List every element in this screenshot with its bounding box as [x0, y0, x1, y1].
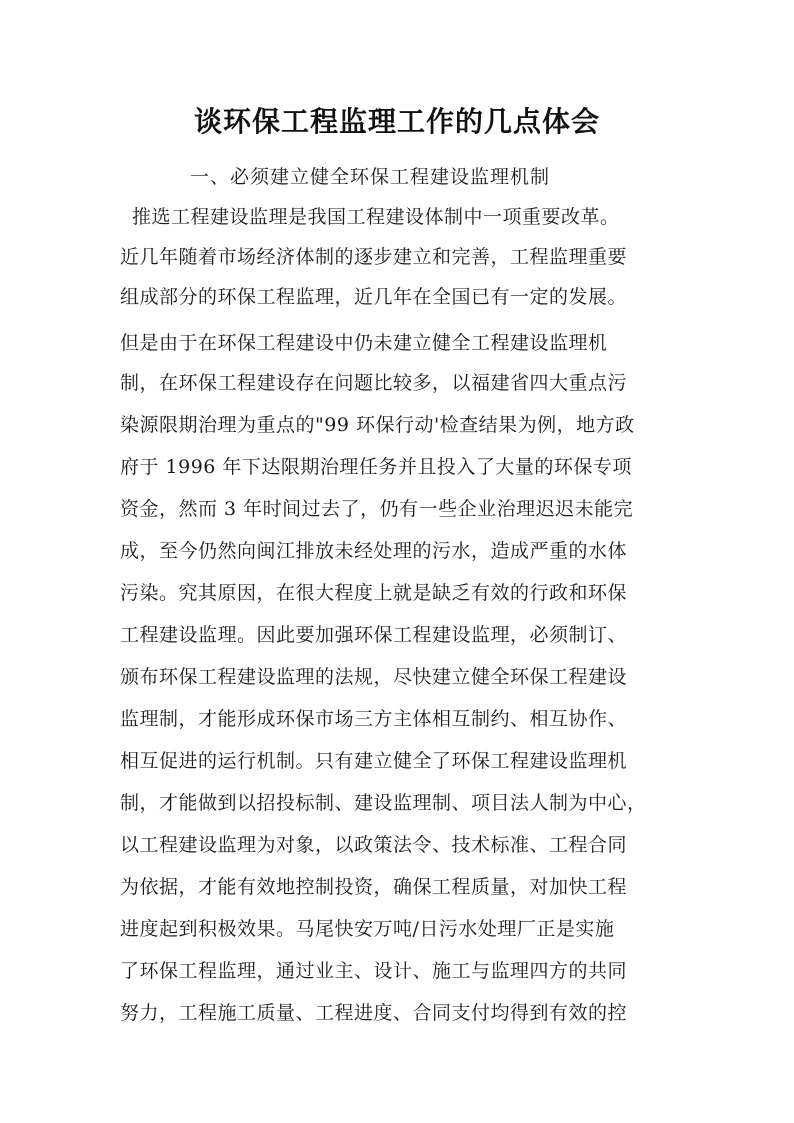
paragraph-line: 府于 1996 年下达限期治理任务并且投入了大量的环保专项 — [120, 456, 632, 478]
paragraph-line: 污染。究其原因，在很大程度上就是缺乏有效的行政和环保 — [120, 582, 628, 604]
paragraph-line: 推选工程建设监理是我国工程建设体制中一项重要改革。 — [132, 206, 620, 228]
paragraph-line: 以工程建设监理为对象，以政策法令、技术标准、工程合同 — [120, 834, 628, 856]
paragraph-line: 制，在环保工程建设存在问题比较多，以福建省四大重点污 — [120, 372, 628, 394]
document-title: 谈环保工程监理工作的几点体会 — [193, 105, 600, 138]
paragraph-line: 工程建设监理。因此要加强环保工程建设监理，必须制订、 — [120, 624, 628, 646]
paragraph-line: 了环保工程监理，通过业主、设计、施工与监理四方的共同 — [120, 960, 628, 982]
paragraph-line: 监理制，才能形成环保市场三方主体相互制约、相互协作、 — [120, 708, 628, 730]
paragraph-line: 成，至今仍然向闽江排放未经处理的污水，造成严重的水体 — [120, 540, 628, 562]
paragraph-line: 资金，然而 3 年时间过去了，仍有一些企业治理迟迟未能完 — [120, 498, 634, 520]
paragraph-line: 颁布环保工程建设监理的法规，尽快建立健全环保工程建设 — [120, 666, 628, 688]
paragraph-line: 染源限期治理为重点的"99 环保行动'检查结果为例，地方政 — [120, 414, 635, 436]
paragraph-line: 近几年随着市场经济体制的逐步建立和完善，工程监理重要 — [120, 246, 628, 268]
paragraph-line: 为依据，才能有效地控制投资，确保工程质量，对加快工程 — [120, 876, 628, 898]
paragraph-line: 组成部分的环保工程监理，近几年在全国已有一定的发展。 — [120, 286, 628, 308]
paragraph-line: 进度起到积极效果。马尾快安万吨/日污水处理厂正是实施 — [120, 918, 615, 940]
section-heading: 一、必须建立健全环保工程建设监理机制 — [190, 166, 551, 188]
paragraph-line: 努力，工程施工质量、工程进度、合同支付均得到有效的控 — [120, 1002, 628, 1024]
paragraph-line: 制，才能做到以招投标制、建设监理制、项目法人制为中心， — [120, 792, 647, 814]
paragraph-line: 相互促进的运行机制。只有建立健全了环保工程建设监理机 — [120, 750, 628, 772]
paragraph-line: 但是由于在环保工程建设中仍未建立健全工程建设监理机 — [120, 332, 608, 354]
